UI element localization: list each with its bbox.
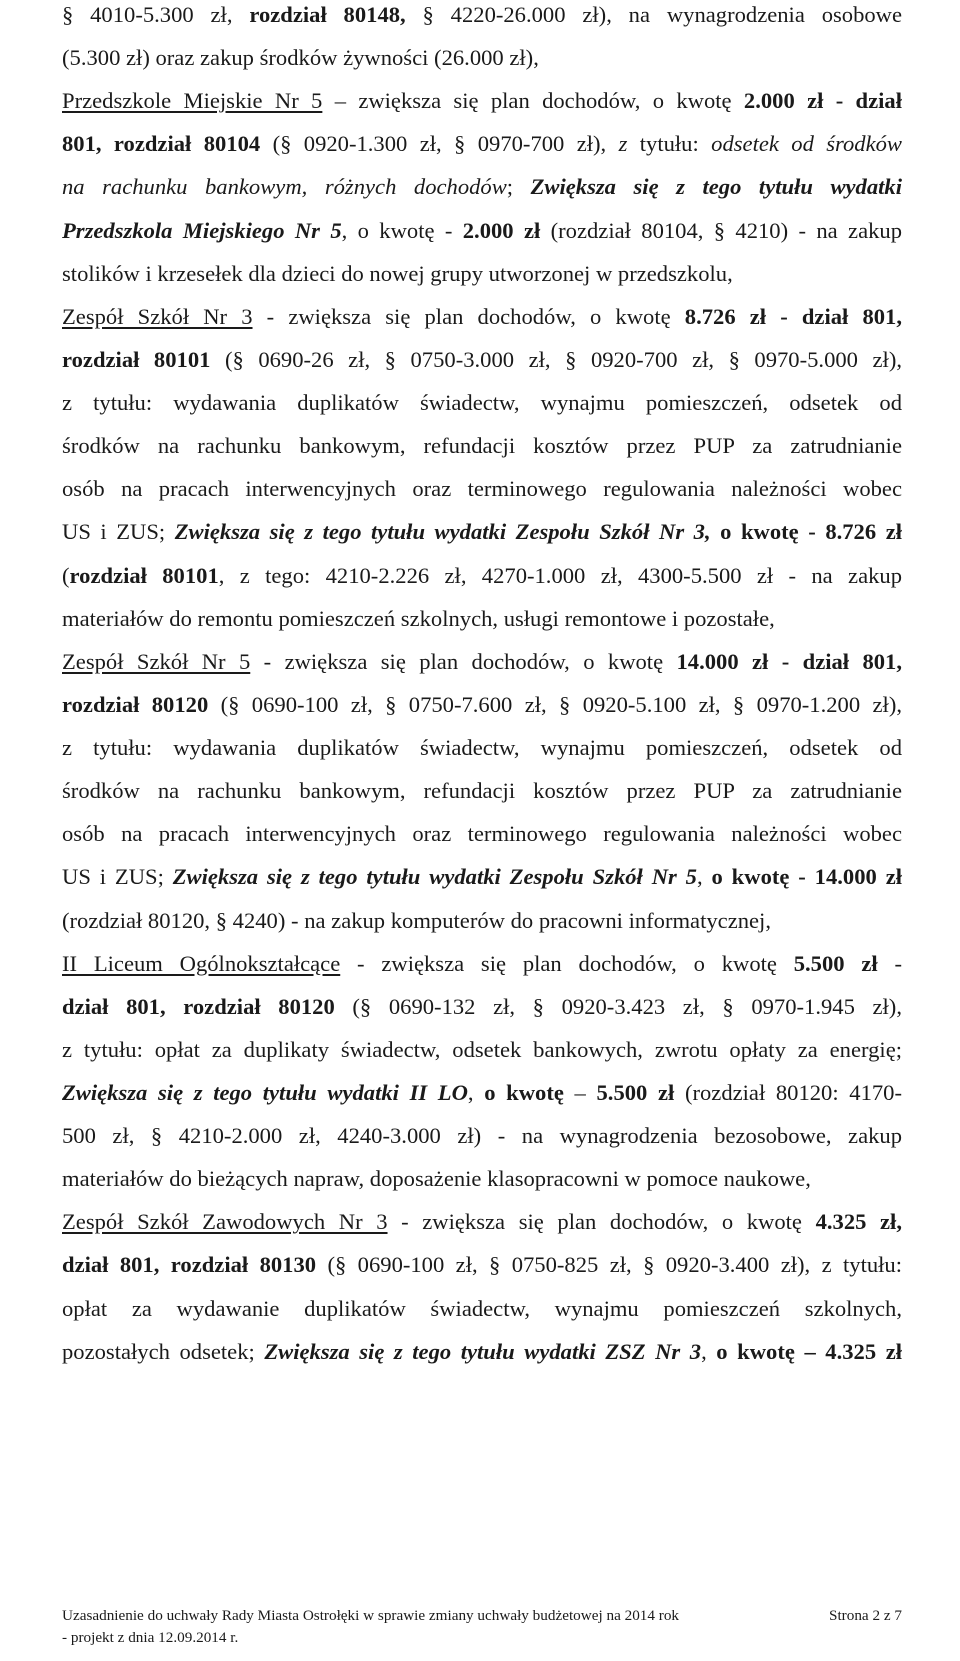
text-run: rozdział 80148, xyxy=(249,2,406,27)
text-run: rozdział 80120 xyxy=(62,691,209,717)
footer-title: Uzasadnienie do uchwały Rady Miasta Ostrołęki w sprawie zmiany uchwały budżetowej na 2014 rok xyxy=(62,1607,680,1624)
footer-line-1 xyxy=(62,1605,902,1627)
text-run: (§ 0690-132 zł, § 0920-3.423 zł, § 0970-1.945 zł), xyxy=(334,993,902,1019)
text-line xyxy=(62,906,902,936)
text-run: 801, rozdział 80104 xyxy=(62,131,261,157)
text-run: § 4220-26.000 zł), na wynagrodzenia osobowe xyxy=(405,2,903,27)
text-run: 4.325 zł, xyxy=(815,1209,902,1235)
text-line xyxy=(62,561,902,591)
text-run: o kwotę - 8.726 zł xyxy=(710,519,902,545)
text-run: 2.000 zł - dział xyxy=(743,88,903,114)
text-run: środków na rachunku bankowym, refundacji kosztów przez PUP za zatrudnianie xyxy=(62,778,902,804)
text-line xyxy=(62,776,902,806)
text-run: opłat za wydawanie duplikatów świadectw, wynajmu pomieszczeń szkolnych, xyxy=(62,1295,902,1321)
text-run: pozostałych odsetek; xyxy=(62,1338,265,1364)
text-run: - zwiększa się plan dochodów, o kwotę xyxy=(250,648,677,674)
text-run: - zwiększa się plan dochodów, o kwotę xyxy=(252,303,685,329)
text-run: 14.000 zł - dział 801, xyxy=(676,648,902,674)
text-line xyxy=(62,647,902,677)
text-run: Zwiększa się z tego tytułu wydatki Zespołu Szkół Nr 3, xyxy=(174,519,711,545)
text-run: tytułu: xyxy=(627,131,712,157)
text-line xyxy=(62,690,902,720)
text-line xyxy=(62,1078,902,1108)
text-run: - zwiększa się plan dochodów, o kwotę xyxy=(387,1209,816,1235)
text-run: – xyxy=(563,1080,597,1105)
text-run: 8.726 zł - dział 801, xyxy=(684,303,902,329)
text-line xyxy=(62,1035,902,1065)
text-run: stolików i krzesełek dla dzieci do nowej grupy utworzonej w przedszkolu, xyxy=(62,260,733,286)
text-run: Zwiększa się z tego tytułu wydatki II LO xyxy=(62,1080,468,1105)
text-run: osób na pracach interwencyjnych oraz terminowego regulowania należności wobec xyxy=(62,821,902,847)
text-line xyxy=(62,216,902,246)
text-line xyxy=(62,1250,902,1280)
text-run: z tytułu: wydawania duplikatów świadectw, wynajmu pomieszczeń, odsetek od xyxy=(62,390,902,416)
institution-name: Zespół Szkół Zawodowych Nr 3 xyxy=(62,1209,388,1235)
text-line xyxy=(62,388,902,418)
text-run: z xyxy=(618,131,628,157)
text-run: materiałów do remontu pomieszczeń szkolnych, usługi remontowe i pozostałe, xyxy=(62,605,775,631)
text-line xyxy=(62,0,902,30)
text-run: Zwiększa się z tego tytułu wydatki Zespołu Szkół Nr 5 xyxy=(172,864,697,890)
text-run: 500 zł, § 4210-2.000 zł, 4240-3.000 zł) - na wynagrodzenia bezosobowe, zakup xyxy=(62,1123,902,1149)
institution-name: Zespół Szkół Nr 5 xyxy=(62,648,251,674)
text-line xyxy=(62,302,902,332)
text-run: (rozdział 80120: 4170- xyxy=(674,1080,902,1105)
text-run: US i ZUS; xyxy=(62,864,173,890)
institution-name: II Liceum Ogólnokształcące xyxy=(62,950,341,976)
text-line xyxy=(62,259,902,289)
text-run: § 4010-5.300 zł, xyxy=(62,2,250,27)
institution-name: Zespół Szkół Nr 3 xyxy=(62,303,253,329)
text-run: ; xyxy=(506,174,531,200)
text-run: osób na pracach interwencyjnych oraz terminowego regulowania należności wobec xyxy=(62,476,902,502)
text-line xyxy=(62,819,902,849)
text-line xyxy=(62,949,902,979)
text-run: , z tego: 4210-2.226 zł, 4270-1.000 zł, 4300-5.500 zł - na zakup xyxy=(218,562,902,588)
footer-line-2 xyxy=(62,1627,902,1649)
text-run: 2.000 zł xyxy=(462,217,541,243)
text-run: (§ 0690-26 zł, § 0750-3.000 zł, § 0920-700 zł, § 0970-5.000 zł), xyxy=(210,346,902,372)
text-run: odsetek od środków xyxy=(711,131,903,157)
text-run: o kwotę – 4.325 zł xyxy=(716,1338,903,1364)
text-run: Zwiększa się z tego tytułu wydatki xyxy=(530,174,902,200)
text-run: Przedszkola Miejskiego Nr 5 xyxy=(62,217,342,243)
text-run: , xyxy=(696,864,712,890)
text-run: (§ 0690-100 zł, § 0750-7.600 zł, § 0920-5.100 zł, § 0970-1.200 zł), xyxy=(208,691,902,717)
text-run: - zwiększa się plan dochodów, o kwotę xyxy=(340,950,794,976)
text-run: rozdział 80101 xyxy=(62,346,211,372)
text-run: (§ 0690-100 zł, § 0750-825 zł, § 0920-3.400 zł), z tytułu: xyxy=(316,1252,903,1278)
text-run: dział 801, rozdział 80130 xyxy=(62,1252,317,1278)
footer-date: - projekt z dnia 12.09.2014 r. xyxy=(62,1629,239,1646)
text-run: - xyxy=(877,950,902,976)
text-line xyxy=(62,1207,902,1237)
text-run: z tytułu: opłat za duplikaty świadectw, odsetek bankowych, zwrotu opłaty za energię; xyxy=(62,1036,902,1062)
text-line xyxy=(62,604,902,634)
text-line xyxy=(62,172,902,202)
text-line xyxy=(62,86,902,116)
text-line xyxy=(62,1294,902,1324)
text-line xyxy=(62,862,902,892)
institution-name: Przedszkole Miejskie Nr 5 xyxy=(62,88,323,114)
text-run: ( xyxy=(62,562,70,588)
text-line xyxy=(62,431,902,461)
text-run: (5.300 zł) oraz zakup środków żywności (26.000 zł), xyxy=(62,45,539,71)
text-line xyxy=(62,129,902,159)
text-run: (§ 0920-1.300 zł, § 0970-700 zł), xyxy=(260,131,619,157)
text-run: dział 801, rozdział 80120 xyxy=(62,993,335,1019)
text-run: Zwiększa się z tego tytułu wydatki ZSZ Nr 3 xyxy=(264,1338,702,1364)
text-line xyxy=(62,517,902,547)
text-line xyxy=(62,1164,902,1194)
text-run: środków na rachunku bankowym, refundacji kosztów przez PUP za zatrudnianie xyxy=(62,433,902,459)
text-run: materiałów do bieżących napraw, doposażenie klasopracowni w pomoce naukowe, xyxy=(62,1166,811,1192)
text-run: , xyxy=(467,1080,485,1105)
text-run: o kwotę xyxy=(484,1080,564,1105)
page-number: Strona 2 z 7 xyxy=(829,1607,902,1624)
text-run: na rachunku bankowym, różnych dochodów xyxy=(62,174,507,200)
text-run: (rozdział 80120, § 4240) - na zakup komputerów do pracowni informatycznej, xyxy=(62,907,771,933)
text-run: , xyxy=(701,1338,717,1364)
text-line xyxy=(62,1337,902,1367)
text-line xyxy=(62,1121,902,1151)
text-run: z tytułu: wydawania duplikatów świadectw, wynajmu pomieszczeń, odsetek od xyxy=(62,735,902,761)
text-run: – zwiększa się plan dochodów, o kwotę xyxy=(322,88,744,114)
text-line xyxy=(62,992,902,1022)
text-run: 5.500 zł xyxy=(793,950,878,976)
text-run: (rozdział 80104, § 4210) - na zakup xyxy=(540,217,903,243)
text-line xyxy=(62,474,902,504)
text-run: o kwotę - 14.000 zł xyxy=(711,864,902,890)
text-line xyxy=(62,345,902,375)
text-run: 5.500 zł xyxy=(596,1080,675,1105)
text-line xyxy=(62,43,902,73)
text-run: , o kwotę - xyxy=(341,217,463,243)
text-line xyxy=(62,733,902,763)
text-run: US i ZUS; xyxy=(62,519,175,545)
text-run: rozdział 80101 xyxy=(69,562,219,588)
